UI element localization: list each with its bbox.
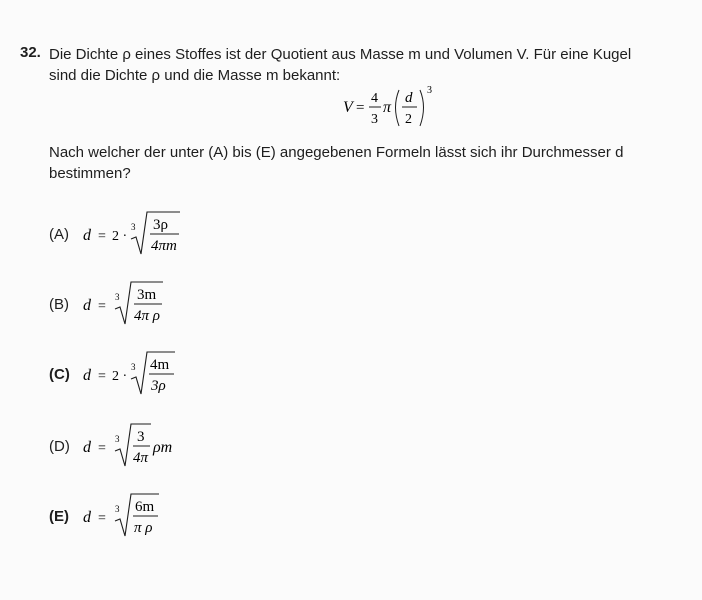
option-a-label: (A) <box>49 226 69 243</box>
option-e-label: (E) <box>49 508 69 525</box>
option-a-lhs: d <box>83 227 91 244</box>
option-c-den: 3ρ <box>151 378 166 394</box>
formula-frac-den: 3 <box>371 112 378 127</box>
question-number: 32. <box>20 44 41 61</box>
option-d-lhs: d <box>83 439 91 456</box>
option-e-lhs: d <box>83 509 91 526</box>
option-a-formula <box>83 208 283 268</box>
question-line-1: Die Dichte ρ eines Stoffes ist der Quotient aus Masse m und Volumen V. Für eine Kugel <box>49 46 632 63</box>
option-a[interactable] <box>49 208 349 268</box>
option-c-lhs: d <box>83 367 91 384</box>
option-c-formula <box>83 348 283 408</box>
formula-frac-num: 4 <box>371 91 378 106</box>
option-b-root-index: 3 <box>115 292 120 302</box>
option-b-label: (B) <box>49 296 69 313</box>
option-b-den: 4π ρ <box>134 308 160 324</box>
prompt-line-1: Nach welcher der unter (A) bis (E) angegebenen Formeln lässt sich ihr Durchmesser d <box>49 144 624 161</box>
option-c-num: 4m <box>150 357 170 373</box>
prompt-line-2: bestimmen? <box>49 165 131 182</box>
formula-eq: = <box>356 100 365 116</box>
option-b-formula <box>83 278 283 338</box>
formula-lhs: V <box>343 99 353 116</box>
option-a-eq: = <box>98 229 106 244</box>
formula-right-paren <box>420 90 424 126</box>
option-d-eq: = <box>98 441 106 456</box>
option-e-formula <box>83 490 283 550</box>
formula-left-paren <box>396 90 400 126</box>
formula-exponent: 3 <box>427 85 432 96</box>
question-line-2: sind die Dichte ρ und die Masse m bekannt: <box>49 67 341 84</box>
option-e-den: π ρ <box>134 520 153 536</box>
option-e-root-index: 3 <box>115 504 120 514</box>
option-a-num: 3ρ <box>153 217 168 233</box>
option-c-coef: 2 · <box>112 369 128 384</box>
option-d-den: 4π <box>133 450 149 466</box>
option-b[interactable] <box>49 278 349 338</box>
formula-paren-den: 2 <box>405 112 412 127</box>
option-a-root-index: 3 <box>131 222 136 232</box>
option-b-lhs: d <box>83 297 91 314</box>
option-c-label: (C) <box>49 366 70 383</box>
option-c[interactable] <box>49 348 349 408</box>
option-b-eq: = <box>98 299 106 314</box>
option-d-root-index: 3 <box>115 434 120 444</box>
option-c-root-index: 3 <box>131 362 136 372</box>
formula-paren-num: d <box>405 90 413 106</box>
option-c-eq: = <box>98 369 106 384</box>
option-d-num: 3 <box>137 429 145 445</box>
option-e-eq: = <box>98 511 106 526</box>
option-a-coef: 2 · <box>112 229 128 244</box>
option-a-den: 4πm <box>151 238 177 254</box>
option-e[interactable] <box>49 490 349 550</box>
question-prompt <box>49 142 661 184</box>
option-d[interactable] <box>49 420 349 480</box>
option-e-num: 6m <box>135 499 155 515</box>
option-d-trailing: ρm <box>153 439 173 456</box>
volume-formula <box>337 80 447 136</box>
option-b-num: 3m <box>137 287 157 303</box>
formula-pi: π <box>383 99 392 116</box>
option-d-formula <box>83 420 283 480</box>
option-d-label: (D) <box>49 438 70 455</box>
